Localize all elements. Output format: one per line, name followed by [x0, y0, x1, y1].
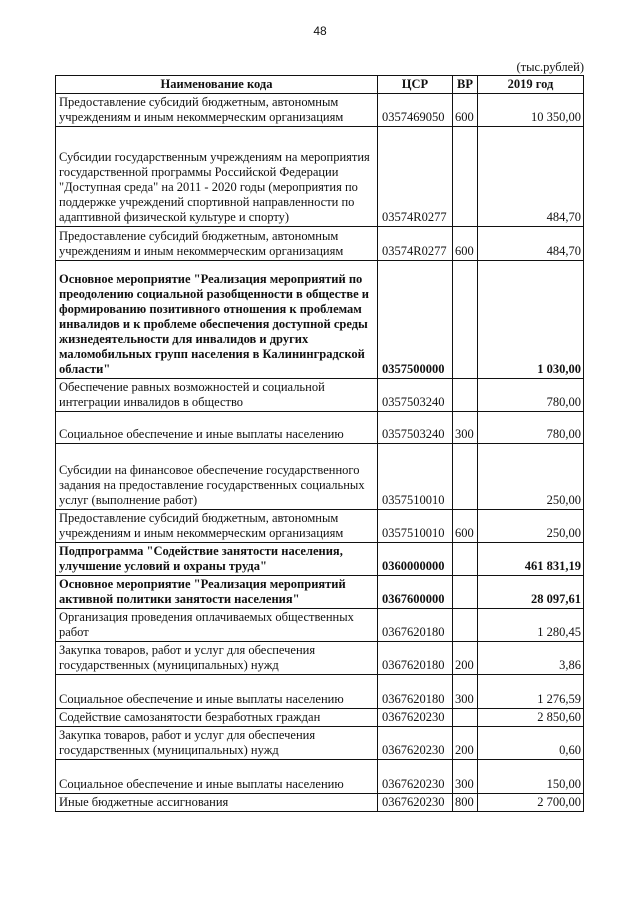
row-amount-cell: 3,86 [478, 642, 584, 675]
row-amount-cell: 0,60 [478, 727, 584, 760]
table-row [56, 709, 584, 727]
table-row [56, 727, 584, 760]
row-name-cell: Предоставление субсидий бюджетным, автономным учреждениям и иным некоммерческим организациям [56, 510, 378, 543]
row-vr-cell: 200 [453, 642, 478, 675]
header-vr: ВР [453, 76, 478, 94]
row-code-cell: 0367620230 [378, 709, 453, 727]
row-code-cell: 0357510010 [378, 510, 453, 543]
row-vr-cell [453, 379, 478, 412]
table-row [56, 444, 584, 510]
row-name-cell: Закупка товаров, работ и услуг для обеспечения государственных (муниципальных) нужд [56, 642, 378, 675]
row-vr-cell: 300 [453, 412, 478, 444]
row-name-cell: Субсидии на финансовое обеспечение государственного задания на предоставление государственных социальных услуг (выполнение работ) [56, 444, 378, 510]
row-vr-cell [453, 576, 478, 609]
row-name-cell: Социальное обеспечение и иные выплаты населению [56, 675, 378, 709]
row-amount-cell: 150,00 [478, 760, 584, 794]
row-amount-cell: 461 831,19 [478, 543, 584, 576]
row-vr-cell: 200 [453, 727, 478, 760]
row-amount-cell: 484,70 [478, 127, 584, 227]
row-amount-cell: 484,70 [478, 227, 584, 261]
table-row [56, 675, 584, 709]
row-vr-cell [453, 127, 478, 227]
row-vr-cell [453, 543, 478, 576]
row-vr-cell: 800 [453, 794, 478, 812]
row-code-cell: 0367620230 [378, 794, 453, 812]
table-row [56, 412, 584, 444]
row-code-cell: 0357503240 [378, 379, 453, 412]
row-code-cell: 0367600000 [378, 576, 453, 609]
table-row [56, 510, 584, 543]
row-name-cell: Субсидии государственным учреждениям на мероприятия государственной программы Российской Федерации "Доступная среда" на 2011 - 2020 годы (мероприятия по поддержке учреждений спортивной направленности по адаптивной физической культуре и спорту) [56, 127, 378, 227]
row-vr-cell: 300 [453, 675, 478, 709]
row-vr-cell [453, 609, 478, 642]
table-row [56, 609, 584, 642]
header-name: Наименование кода [56, 76, 378, 94]
row-code-cell: 0357510010 [378, 444, 453, 510]
row-amount-cell: 250,00 [478, 510, 584, 543]
units-label: (тыс.рублей) [516, 60, 584, 74]
row-code-cell: 0367620180 [378, 675, 453, 709]
row-vr-cell [453, 709, 478, 727]
row-amount-cell: 10 350,00 [478, 94, 584, 127]
table-row [56, 379, 584, 412]
row-name-cell: Социальное обеспечение и иные выплаты населению [56, 412, 378, 444]
row-name-cell: Закупка товаров, работ и услуг для обеспечения государственных (муниципальных) нужд [56, 727, 378, 760]
table-body [56, 94, 584, 812]
row-vr-cell: 600 [453, 227, 478, 261]
table-row [56, 576, 584, 609]
row-name-cell: Подпрограмма "Содействие занятости населения, улучшение условий и охраны труда" [56, 543, 378, 576]
row-code-cell: 0367620180 [378, 642, 453, 675]
row-name-cell: Обеспечение равных возможностей и социальной интеграции инвалидов в общество [56, 379, 378, 412]
row-code-cell: 0367620180 [378, 609, 453, 642]
row-vr-cell: 300 [453, 760, 478, 794]
row-name-cell: Основное мероприятие "Реализация мероприятий по преодолению социальной разобщенности в обществе и формированию позитивного отношения к проблемам инвалидов и к проблеме обеспечения доступной среды жизнедеятельности для инвалидов и других маломобильных групп населения в Калининградской области" [56, 261, 378, 379]
table-row [56, 127, 584, 227]
row-amount-cell: 1 030,00 [478, 261, 584, 379]
row-code-cell: 0367620230 [378, 760, 453, 794]
row-code-cell: 0357503240 [378, 412, 453, 444]
table-row [56, 261, 584, 379]
row-code-cell: 0360000000 [378, 543, 453, 576]
row-amount-cell: 780,00 [478, 412, 584, 444]
table-row [56, 642, 584, 675]
row-name-cell: Содействие самозанятости безработных граждан [56, 709, 378, 727]
row-vr-cell [453, 444, 478, 510]
row-amount-cell: 250,00 [478, 444, 584, 510]
header-year: 2019 год [478, 76, 584, 94]
row-code-cell: 03574R0277 [378, 227, 453, 261]
row-name-cell: Социальное обеспечение и иные выплаты населению [56, 760, 378, 794]
row-vr-cell: 600 [453, 94, 478, 127]
row-amount-cell: 2 850,60 [478, 709, 584, 727]
row-vr-cell: 600 [453, 510, 478, 543]
row-amount-cell: 780,00 [478, 379, 584, 412]
row-code-cell: 0357469050 [378, 94, 453, 127]
header-code: ЦСР [378, 76, 453, 94]
row-amount-cell: 1 276,59 [478, 675, 584, 709]
table-row [56, 543, 584, 576]
row-name-cell: Иные бюджетные ассигнования [56, 794, 378, 812]
table-row [56, 227, 584, 261]
row-amount-cell: 1 280,45 [478, 609, 584, 642]
table-row [56, 794, 584, 812]
row-vr-cell [453, 261, 478, 379]
row-code-cell: 03574R0277 [378, 127, 453, 227]
row-name-cell: Организация проведения оплачиваемых общественных работ [56, 609, 378, 642]
budget-table [55, 75, 584, 812]
row-code-cell: 0367620230 [378, 727, 453, 760]
table-row [56, 760, 584, 794]
table-row [56, 94, 584, 127]
row-amount-cell: 2 700,00 [478, 794, 584, 812]
row-amount-cell: 28 097,61 [478, 576, 584, 609]
row-code-cell: 0357500000 [378, 261, 453, 379]
row-name-cell: Основное мероприятие "Реализация мероприятий активной политики занятости населения" [56, 576, 378, 609]
row-name-cell: Предоставление субсидий бюджетным, автономным учреждениям и иным некоммерческим организациям [56, 94, 378, 127]
table-header-row [56, 76, 584, 94]
page-number: 48 [313, 24, 327, 38]
row-name-cell: Предоставление субсидий бюджетным, автономным учреждениям и иным некоммерческим организациям [56, 227, 378, 261]
